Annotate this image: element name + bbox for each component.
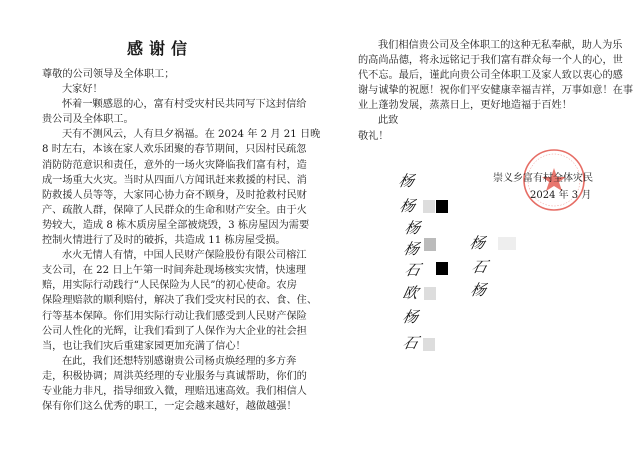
signature: 杨 xyxy=(396,172,416,190)
text-line: 专业能力非凡，指导细致入微，理赔迅速高效。我们相信人 xyxy=(42,385,307,397)
text-line: 产、疏散人群，保障了人民群众的生命和财产安全。由于火 xyxy=(42,204,307,216)
text-line: 的高尚品德，将永远铭记于我们富有群众每一个人的心，世 xyxy=(358,55,623,67)
text-line: 天有不测风云，人有旦夕祸福。在 2024 年 2 月 21 日晚 xyxy=(62,129,321,141)
redaction-box xyxy=(498,237,516,250)
text-line: 大家好！ xyxy=(62,84,103,96)
text-line: 保有你们这么优秀的职工，一定会越来越好，越做越强！ xyxy=(42,401,297,413)
text-line: 敬礼！ xyxy=(358,130,389,142)
redaction-box xyxy=(423,200,435,213)
signature: 杨 xyxy=(400,308,420,326)
letter-body-left xyxy=(42,67,321,414)
signature: 杨 xyxy=(402,219,422,237)
text-line: 保险理赔款的顺利赔付，解决了我们受灾村民的衣、食、住、 xyxy=(42,295,318,307)
text-line: 业上蓬勃发展，蒸蒸日上，更好地造福于百姓！ xyxy=(358,100,572,112)
signature: 石 xyxy=(402,261,422,279)
redaction-box xyxy=(424,287,436,300)
text-line: 此致 xyxy=(378,115,399,127)
signature: 杨 xyxy=(397,197,417,215)
letter-title: 感谢信 xyxy=(126,39,193,58)
text-line: 行等基本保障。你们用实际行动让我们感受到人民财产保险 xyxy=(42,310,307,322)
signature: 杨 xyxy=(468,281,488,299)
text-line: 贵公司及全体职工。 xyxy=(42,114,134,126)
text-line: 当，也让我们灾后重建家园更加充满了信心！ xyxy=(42,340,246,352)
text-line: 谢与诚挚的祝愿！祝你们平安健康幸福吉祥，万事如意！在事 xyxy=(358,85,634,97)
redaction-box xyxy=(436,262,448,275)
text-line: 公司人性化的光辉，让我们看到了人保作为大企业的社会担 xyxy=(42,325,307,337)
text-line: 在此，我们还想特别感谢贵公司杨贞焕经理的多方奔 xyxy=(62,355,297,367)
signature: 石 xyxy=(469,258,489,276)
signature: 杨 xyxy=(401,240,421,258)
text-line: 支公司，在 22 日上午第一时间奔赴现场核实灾情，快速理 xyxy=(42,265,306,277)
text-line: 消防防范意识和责任，意外的一场火灾降临我们富有村，造 xyxy=(42,159,307,171)
redaction-box xyxy=(436,200,448,213)
text-line: 怀着一颗感恩的心，富有村受灾村民共同写下这封信给 xyxy=(62,99,307,111)
text-line: 走，积极协调；周洪英经理的专业服务与真诚帮助，你们的 xyxy=(42,370,307,382)
signature: 欧 xyxy=(400,284,420,302)
signature: 杨 xyxy=(467,234,487,252)
letter-date: 2024 年 3 月 xyxy=(530,190,592,201)
text-line: 控制火情进行了及时的破拆，共造成 11 栋房屋受损。 xyxy=(42,235,286,247)
text-line: 我们相信贵公司及全体职工的这种无私奉献，助人为乐 xyxy=(378,40,623,51)
text-line: 成一场重大火灾。当时从四面八方闻讯赶来救援的村民、消 xyxy=(42,174,307,186)
letter-body-right xyxy=(358,38,634,144)
text-line: 尊敬的公司领导及全体职工； xyxy=(42,69,175,80)
text-line: 水火无情人有情，中国人民财产保险股份有限公司榕江 xyxy=(62,250,307,262)
signer-name: 崇义乡富有村全体灾民 xyxy=(493,173,593,184)
text-line: 8 时左右，本该在家人欢乐团聚的春节期间，只因村民疏忽 xyxy=(42,144,307,156)
redaction-box xyxy=(424,238,436,251)
text-line: 代不忘。最后，谨此向贵公司全体职工及家人致以衷心的感 xyxy=(358,70,623,82)
signature: 石 xyxy=(400,334,420,352)
text-line: 防救援人员等等，大家同心协力奋不顾身，及时抢救村民财 xyxy=(42,189,307,201)
redaction-box xyxy=(423,338,435,351)
text-line: 势较大，造成 8 栋木质房屋全部被烧毁，3 栋房屋因为需要 xyxy=(42,219,310,231)
text-line: 赔，用实际行动践行“人民保险为人民”的初心使命。农房 xyxy=(42,280,297,292)
